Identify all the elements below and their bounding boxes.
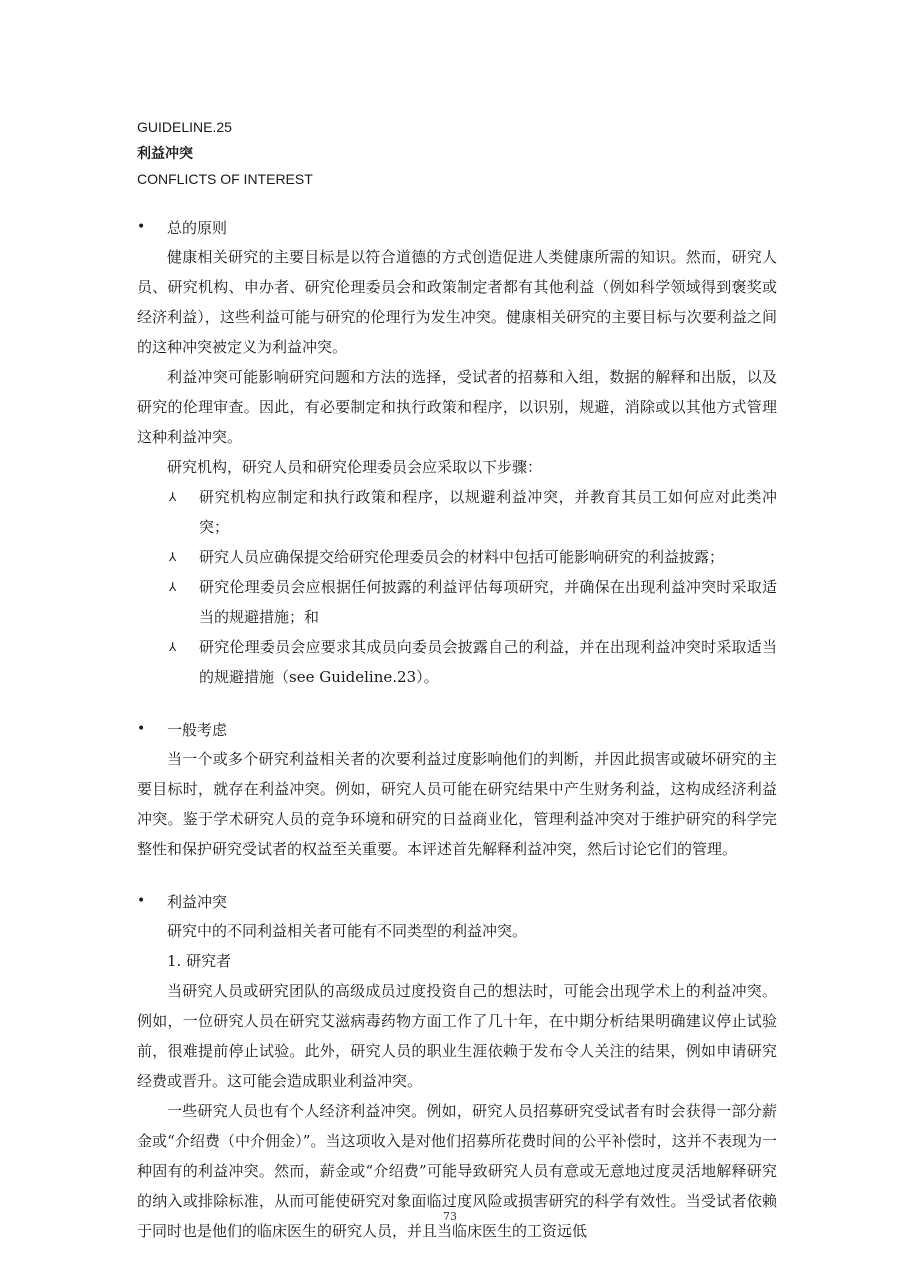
paragraph: 利益冲突可能影响研究问题和方法的选择，受试者的招募和入组，数据的解释和出版，以及研究的伦理审查。因此，有必要制定和执行政策和程序，以识别，规避，消除或以其他方式管理这种利益冲突。 <box>137 368 777 446</box>
document-body <box>137 212 777 1246</box>
paragraph: 当研究人员或研究团队的高级成员过度投资自己的想法时，可能会出现学术上的利益冲突。例如，一位研究人员在研究艾滋病毒药物方面工作了几十年，在中期分析结果明确建议停止试验前，很难提前停止试验。此外，研究人员的职业生涯依赖于发布令人关注的结果，例如申请研究经费或晋升。这可能会造成职业利益冲突。 <box>137 982 777 1090</box>
page-number: 73 <box>443 1210 457 1223</box>
list-marker-icon: ⅄ <box>169 550 177 564</box>
bullet-icon: • <box>137 721 146 737</box>
paragraph: 健康相关研究的主要目标是以符合道德的方式创造促进人类健康所需的知识。然而，研究人员、研究机构、申办者、研究伦理委员会和政策制定者都有其他利益（例如科学领域得到褒奖或经济利益），这些利益可能与研究的伦理行为发生冲突。健康相关研究的主要目标与次要利益之间的这种冲突被定义为利益冲突。 <box>137 248 777 356</box>
bullet-icon: • <box>137 893 146 909</box>
list-marker-icon: ⅄ <box>169 640 177 654</box>
list-item-text: 研究伦理委员会应要求其成员向委员会披露自己的利益，并在出现利益冲突时采取适当的规避措施（see Guideline.23）。 <box>199 638 777 686</box>
guideline-title-en: CONFLICTS OF INTEREST <box>137 171 313 187</box>
list-item <box>137 632 777 692</box>
section-heading <box>137 886 777 916</box>
section-heading <box>137 212 777 242</box>
list-item <box>137 572 777 632</box>
list-item-text: 研究伦理委员会应根据任何披露的利益评估每项研究，并确保在出现利益冲突时采取适当的规避措施；和 <box>199 578 777 626</box>
section-general-principle <box>137 212 777 692</box>
list-item <box>137 482 777 542</box>
section-general-considerations <box>137 714 777 864</box>
subheading-researchers: 1. 研究者 <box>167 952 232 970</box>
steps-list <box>137 482 777 692</box>
section-heading-text: 一般考虑 <box>167 720 228 739</box>
paragraph: 一些研究人员也有个人经济利益冲突。例如，研究人员招募研究受试者有时会获得一部分薪金或“介绍费（中介佣金）”。当这项收入是对他们招募所花费时间的公平补偿时，这并不表现为一种固有的利益冲突。然而，薪金或“介绍费”可能导致研究人员有意或无意地过度灵活地解释研究的纳入或排除标准，从而可能使研究对象面临过度风险或损害研究的科学有效性。当受试者依赖于同时也是他们的临床医生的研究人员，并且当临床医生的工资远低 <box>137 1102 777 1240</box>
section-heading-text: 总的原则 <box>167 218 228 237</box>
list-marker-icon: ⅄ <box>169 580 177 594</box>
list-item-text: 研究人员应确保提交给研究伦理委员会的材料中包括可能影响研究的利益披露； <box>199 548 725 566</box>
section-heading-text: 利益冲突 <box>167 892 228 911</box>
guideline-header <box>137 114 313 192</box>
guideline-number: GUIDELINE.25 <box>137 119 232 135</box>
guideline-title-cn: 利益冲突 <box>137 145 193 161</box>
list-marker-icon: ⅄ <box>169 490 177 504</box>
list-item-text: 研究机构应制定和执行政策和程序，以规避利益冲突，并教育其员工如何应对此类冲突； <box>199 488 777 536</box>
paragraph: 研究中的不同利益相关者可能有不同类型的利益冲突。 <box>167 922 528 940</box>
section-heading <box>137 714 777 744</box>
paragraph: 研究机构，研究人员和研究伦理委员会应采取以下步骤： <box>167 458 543 476</box>
list-item <box>137 542 777 572</box>
paragraph: 当一个或多个研究利益相关者的次要利益过度影响他们的判断，并因此损害或破坏研究的主要目标时，就存在利益冲突。例如，研究人员可能在研究结果中产生财务利益，这构成经济利益冲突。鉴于学术研究人员的竞争环境和研究的日益商业化，管理利益冲突对于维护研究的科学完整性和保护研究受试者的权益至关重要。本评述首先解释利益冲突，然后讨论它们的管理。 <box>137 750 777 858</box>
section-conflicts-of-interest <box>137 886 777 1246</box>
bullet-icon: • <box>137 219 146 235</box>
